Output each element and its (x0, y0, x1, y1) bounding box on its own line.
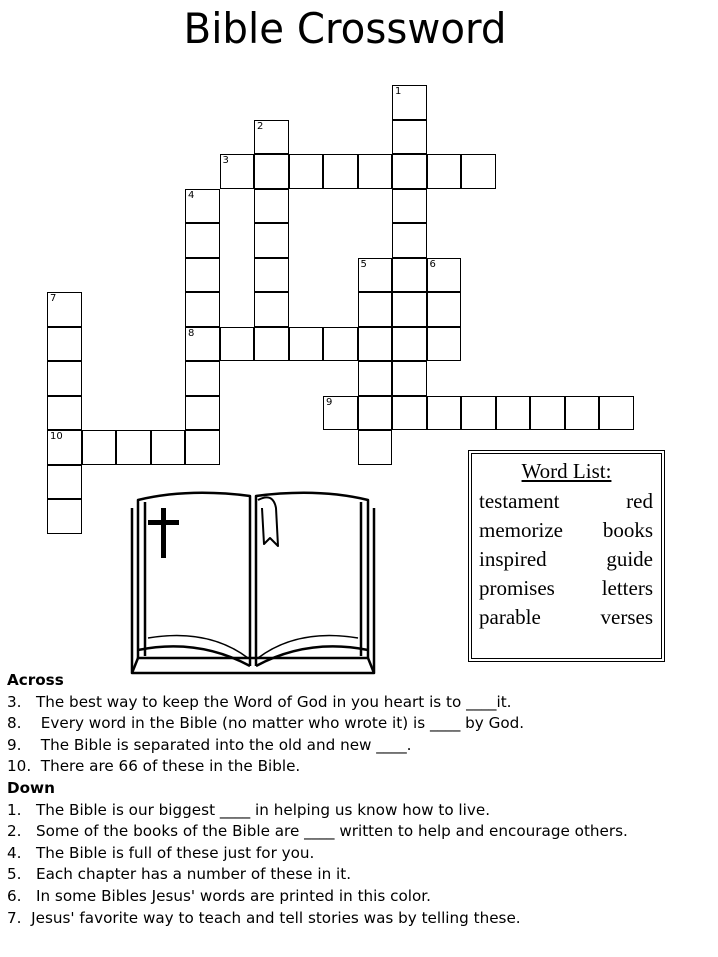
word-list-row (472, 487, 661, 516)
crossword-cell[interactable] (599, 396, 634, 431)
open-bible-illustration (128, 488, 378, 678)
word-list-row (472, 516, 661, 545)
crossword-cell[interactable] (392, 361, 427, 396)
clue-number: 1 (395, 86, 402, 97)
clue-number: 6 (429, 258, 436, 270)
crossword-cell[interactable] (289, 327, 324, 362)
crossword-cell[interactable] (116, 430, 151, 465)
word-list-row (472, 574, 661, 603)
crossword-cell[interactable] (358, 327, 393, 362)
clue-number: 2 (257, 120, 264, 132)
across-clue: 3. The best way to keep the Word of God in you heart is to ____it. (7, 692, 512, 711)
clue-number: 5 (360, 258, 367, 270)
across-clue: 8. Every word in the Bible (no matter who wrote it) is ____ by God. (7, 714, 525, 733)
crossword-cell[interactable] (185, 361, 220, 396)
word-list-entry: memorize (479, 518, 563, 542)
crossword-cell[interactable] (185, 258, 220, 293)
across-clue: 10. There are 66 of these in the Bible. (7, 757, 301, 776)
clue-number: 8 (188, 327, 195, 339)
crossword-cell[interactable] (47, 430, 82, 465)
word-list-entry: testament (479, 489, 560, 513)
crossword-cell[interactable] (392, 396, 427, 431)
crossword-cell[interactable] (392, 223, 427, 258)
word-list-entry: guide (606, 547, 653, 571)
crossword-cell[interactable] (47, 465, 82, 500)
crossword-cell[interactable] (254, 292, 289, 327)
crossword-cell[interactable] (358, 361, 393, 396)
clue-number: 9 (326, 396, 333, 408)
crossword-cell[interactable] (47, 499, 82, 534)
down-clue: 1. The Bible is our biggest ____ in helping us know how to live. (7, 800, 491, 819)
down-clue: 7. Jesus' favorite way to teach and tell stories was by telling these. (7, 908, 521, 927)
word-list-entry: books (602, 518, 653, 542)
crossword-cell[interactable] (461, 396, 496, 431)
crossword-cell[interactable] (496, 396, 531, 431)
crossword-cell[interactable] (358, 430, 393, 465)
down-clue: 2. Some of the books of the Bible are ____ written to help and encourage others. (7, 822, 628, 841)
word-list-entry: red (626, 489, 653, 513)
crossword-cell[interactable] (392, 189, 427, 224)
crossword-cell[interactable] (530, 396, 565, 431)
crossword-cell[interactable] (47, 292, 82, 327)
crossword-cell[interactable] (427, 396, 462, 431)
clue-number: 4 (188, 189, 195, 201)
crossword-cell[interactable] (358, 396, 393, 431)
crossword-cell[interactable] (323, 327, 358, 362)
word-list-heading: Word List: (521, 459, 612, 483)
down-clue: 5. Each chapter has a number of these in it. (7, 865, 352, 884)
crossword-cell[interactable] (254, 258, 289, 293)
clue-number: 10 (50, 431, 63, 442)
crossword-cell[interactable] (427, 327, 462, 362)
word-list-row (472, 545, 661, 574)
down-heading: Down (7, 778, 55, 797)
crossword-cell[interactable] (185, 292, 220, 327)
word-list-entry: verses (600, 605, 653, 629)
word-list-entry: letters (601, 576, 653, 600)
crossword-cell[interactable] (254, 154, 289, 189)
word-list-box (468, 450, 665, 662)
crossword-cell[interactable] (427, 292, 462, 327)
crossword-cell[interactable] (47, 361, 82, 396)
crossword-cell[interactable] (392, 327, 427, 362)
down-clue: 4. The Bible is full of these just for you. (7, 843, 315, 862)
crossword-cell[interactable] (289, 154, 324, 189)
crossword-cell[interactable] (358, 292, 393, 327)
crossword-cell[interactable] (254, 189, 289, 224)
crossword-cell[interactable] (392, 258, 427, 293)
crossword-cell[interactable] (427, 154, 462, 189)
crossword-cell[interactable] (185, 223, 220, 258)
crossword-cell[interactable] (392, 154, 427, 189)
clue-number: 7 (50, 293, 57, 304)
crossword-cell[interactable] (185, 430, 220, 465)
crossword-cell[interactable] (185, 327, 220, 362)
crossword-cell[interactable] (392, 292, 427, 327)
clue-number: 3 (222, 155, 229, 166)
crossword-cell[interactable] (47, 396, 82, 431)
across-heading: Across (7, 671, 64, 689)
clues-section (7, 670, 718, 929)
crossword-cell[interactable] (358, 258, 393, 293)
crossword-cell[interactable] (427, 258, 462, 293)
crossword-cell[interactable] (220, 327, 255, 362)
word-list-row (472, 603, 661, 632)
crossword-cell[interactable] (220, 154, 255, 189)
word-list-entry: promises (479, 576, 555, 600)
page-title: Bible Crossword (183, 4, 507, 53)
word-list-entry: inspired (479, 547, 547, 571)
crossword-cell[interactable] (254, 327, 289, 362)
crossword-cell[interactable] (82, 430, 117, 465)
crossword-cell[interactable] (185, 189, 220, 224)
crossword-cell[interactable] (323, 154, 358, 189)
crossword-cell[interactable] (461, 154, 496, 189)
across-clue: 9. The Bible is separated into the old and new ____. (7, 735, 412, 754)
crossword-cell[interactable] (151, 430, 186, 465)
crossword-cell[interactable] (47, 327, 82, 362)
word-list-entry: parable (479, 605, 541, 629)
crossword-cell[interactable] (254, 120, 289, 155)
crossword-cell[interactable] (323, 396, 358, 431)
crossword-cell[interactable] (254, 223, 289, 258)
crossword-cell[interactable] (565, 396, 600, 431)
crossword-cell[interactable] (392, 85, 427, 120)
crossword-cell[interactable] (392, 120, 427, 155)
down-clue: 6. In some Bibles Jesus' words are printed in this color. (7, 886, 431, 905)
crossword-cell[interactable] (358, 154, 393, 189)
crossword-cell[interactable] (185, 396, 220, 431)
